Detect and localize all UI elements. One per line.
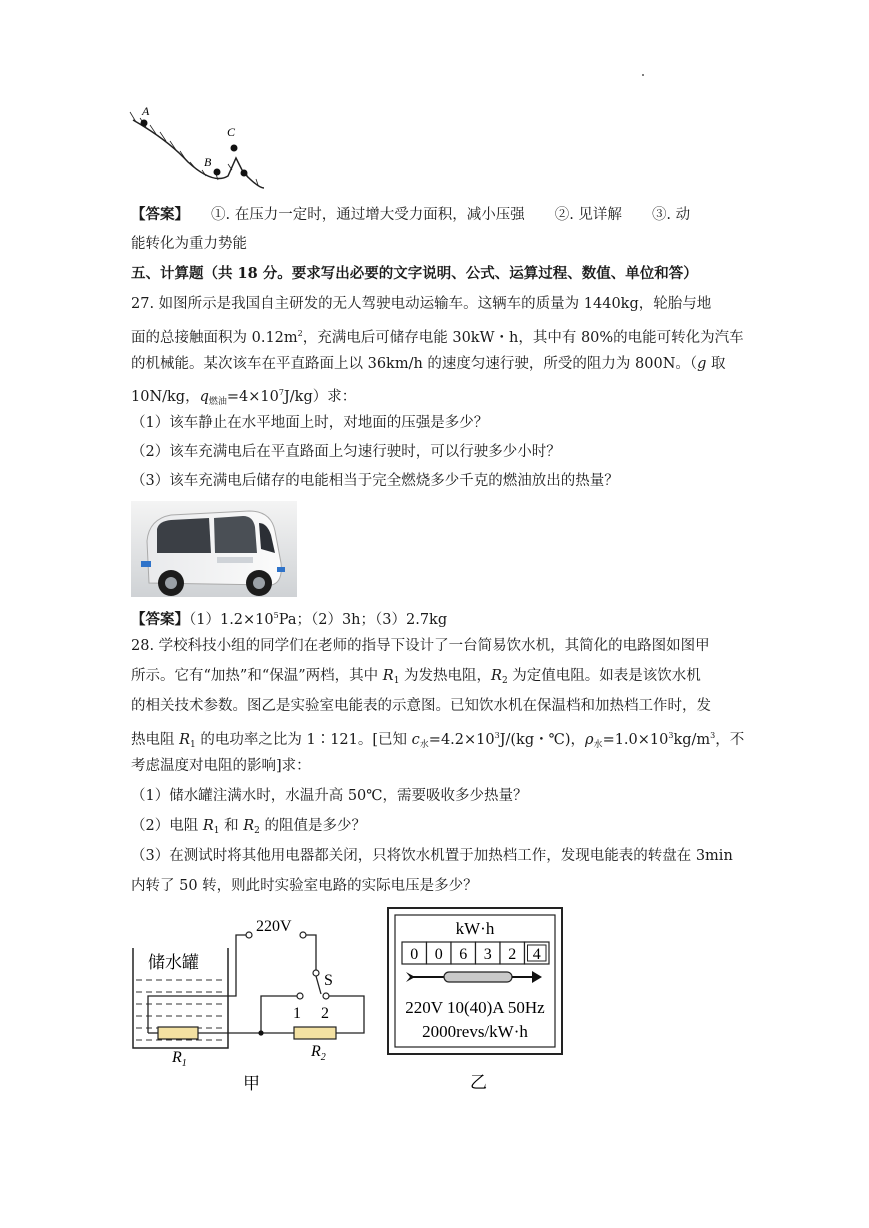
q28-sub4: 内转了 50 转，则此时实验室电路的实际电压是多少？ — [131, 878, 478, 894]
voltage-label: 220V — [256, 918, 292, 935]
answer-27: 【答案】$(1)1.2\times 10^5Pa$；（2）3h；（3）2.7kg — [131, 611, 448, 628]
switch-contact-1 — [297, 993, 303, 999]
q27-sub3: （3）该车充满电后储存的电能相当于完全燃烧多少千克的燃油放出的热量？ — [131, 473, 619, 489]
terminal-left — [246, 932, 252, 938]
q28-line3: 的相关技术参数。图乙是实验室电能表的示意图。已知饮水机在保温档和加热档工作时，发 — [131, 698, 711, 714]
resistor-r1 — [158, 1027, 198, 1039]
energy-meter — [386, 906, 566, 1093]
section-title: 五、计算题（共 18 分。要求写出必要的文字说明、公式、运算过程、数值、单位和答） — [131, 265, 698, 282]
ball-d — [241, 170, 248, 177]
q27-line4: 10N/kg，$q_{燃油}=4\times 10^7J/kg$）求： — [131, 388, 357, 407]
switch-pivot — [313, 970, 319, 976]
meter-unit: kW·h — [455, 919, 495, 938]
ball-a — [141, 120, 148, 127]
digit: 6 — [459, 946, 468, 963]
digit: 0 — [434, 946, 443, 963]
answer-26-cont: 能转化为重力势能 — [131, 236, 247, 252]
label-c: C — [227, 125, 236, 139]
q28-sub3: （3）在测试时将其他用电器都关闭，只将饮水机置于加热档工作，发现电能表的转盘在 3min — [131, 848, 733, 864]
digit: 2 — [508, 946, 517, 963]
q28-line2: 所示。它有“加热”和“保温”两档，其中 $R_1$ 为发热电阻，$R_2$ 为定值电阻。如表是该饮水机 — [131, 668, 701, 686]
pos-2-label: 2 — [321, 1005, 329, 1022]
q28-line5: 考虑温度对电阻的影响]求： — [131, 758, 311, 774]
ball-b — [214, 169, 221, 176]
switch-contact-2 — [323, 993, 329, 999]
junction-dot — [258, 1030, 263, 1035]
ball-c — [231, 145, 238, 152]
q27-line2: 面的总接触面积为 $0.12m^2$，充满电后可储存电能 30kW・h，其中有 80%的电能可转化为汽车 — [131, 329, 744, 346]
digit: 4 — [532, 946, 541, 963]
terminal-right — [300, 932, 306, 938]
tank-label: 储水罐 — [148, 953, 199, 972]
q27-sub2: （2）该车充满电后在平直路面上匀速行驶时，可以行驶多少小时？ — [131, 444, 561, 460]
pos-1-label: 1 — [293, 1005, 301, 1022]
q28-sub2: （2）电阻 $R_1$ 和 $R_2$ 的阻值是多少？ — [131, 818, 366, 836]
q28-line4: 热电阻 $R_1$ 的电功率之比为 1∶121。[已知 $c_水=4.2\times 10^3J/(kg$・℃)，$\rho_水=1.0\times 10^3kg/m^3$，不 — [131, 731, 745, 750]
resistor-r2 — [294, 1027, 336, 1039]
q27-line3: 的机械能。某次该车在平直路面上以 36km/h 的速度匀速行驶，所受的阻力为 800N。（g 取 — [131, 356, 726, 372]
label-a: A — [142, 104, 150, 118]
meter-spec-2: 2000revs/kW·h — [422, 1022, 528, 1041]
switch-label: S — [324, 972, 333, 989]
vehicle-photo — [131, 501, 297, 597]
q28-sub1: （1）储水罐注满水时，水温升高 50℃，需要吸收多少热量？ — [131, 788, 528, 804]
label-b: B — [204, 155, 212, 169]
caption-yi: 乙 — [470, 1073, 487, 1092]
r1-label: $R_1$ — [172, 1049, 187, 1069]
q27-sub1: （1）该车静止在水平地面上时，对地面的压强是多少？ — [131, 415, 489, 431]
caption-jia: 甲 — [243, 1074, 260, 1093]
rotor-disc — [444, 972, 512, 982]
r2-label: $R_2$ — [311, 1043, 326, 1063]
digit-row — [402, 942, 549, 964]
digit: 0 — [410, 946, 419, 963]
answer-26: 【答案】 ①. 在压力一定时，通过增大受力面积，减小压强 ②. 见详解 ③. 动 — [131, 206, 691, 223]
meter-spec-1: 220V 10(40)A 50Hz — [405, 998, 545, 1017]
switch-blade — [316, 976, 321, 994]
digit: 3 — [483, 946, 492, 963]
q27-line1: 27. 如图所示是我国自主研发的无人驾驶电动运输车。这辆车的质量为 1440kg，轮胎与地 — [131, 296, 712, 312]
circuit-diagram — [128, 908, 373, 1093]
slope-figure — [128, 100, 268, 195]
q28-line1: 28. 学校科技小组的同学们在老师的指导下设计了一台简易饮水机，其简化的电路图如图甲 — [131, 638, 710, 654]
stray-dot — [642, 74, 644, 76]
